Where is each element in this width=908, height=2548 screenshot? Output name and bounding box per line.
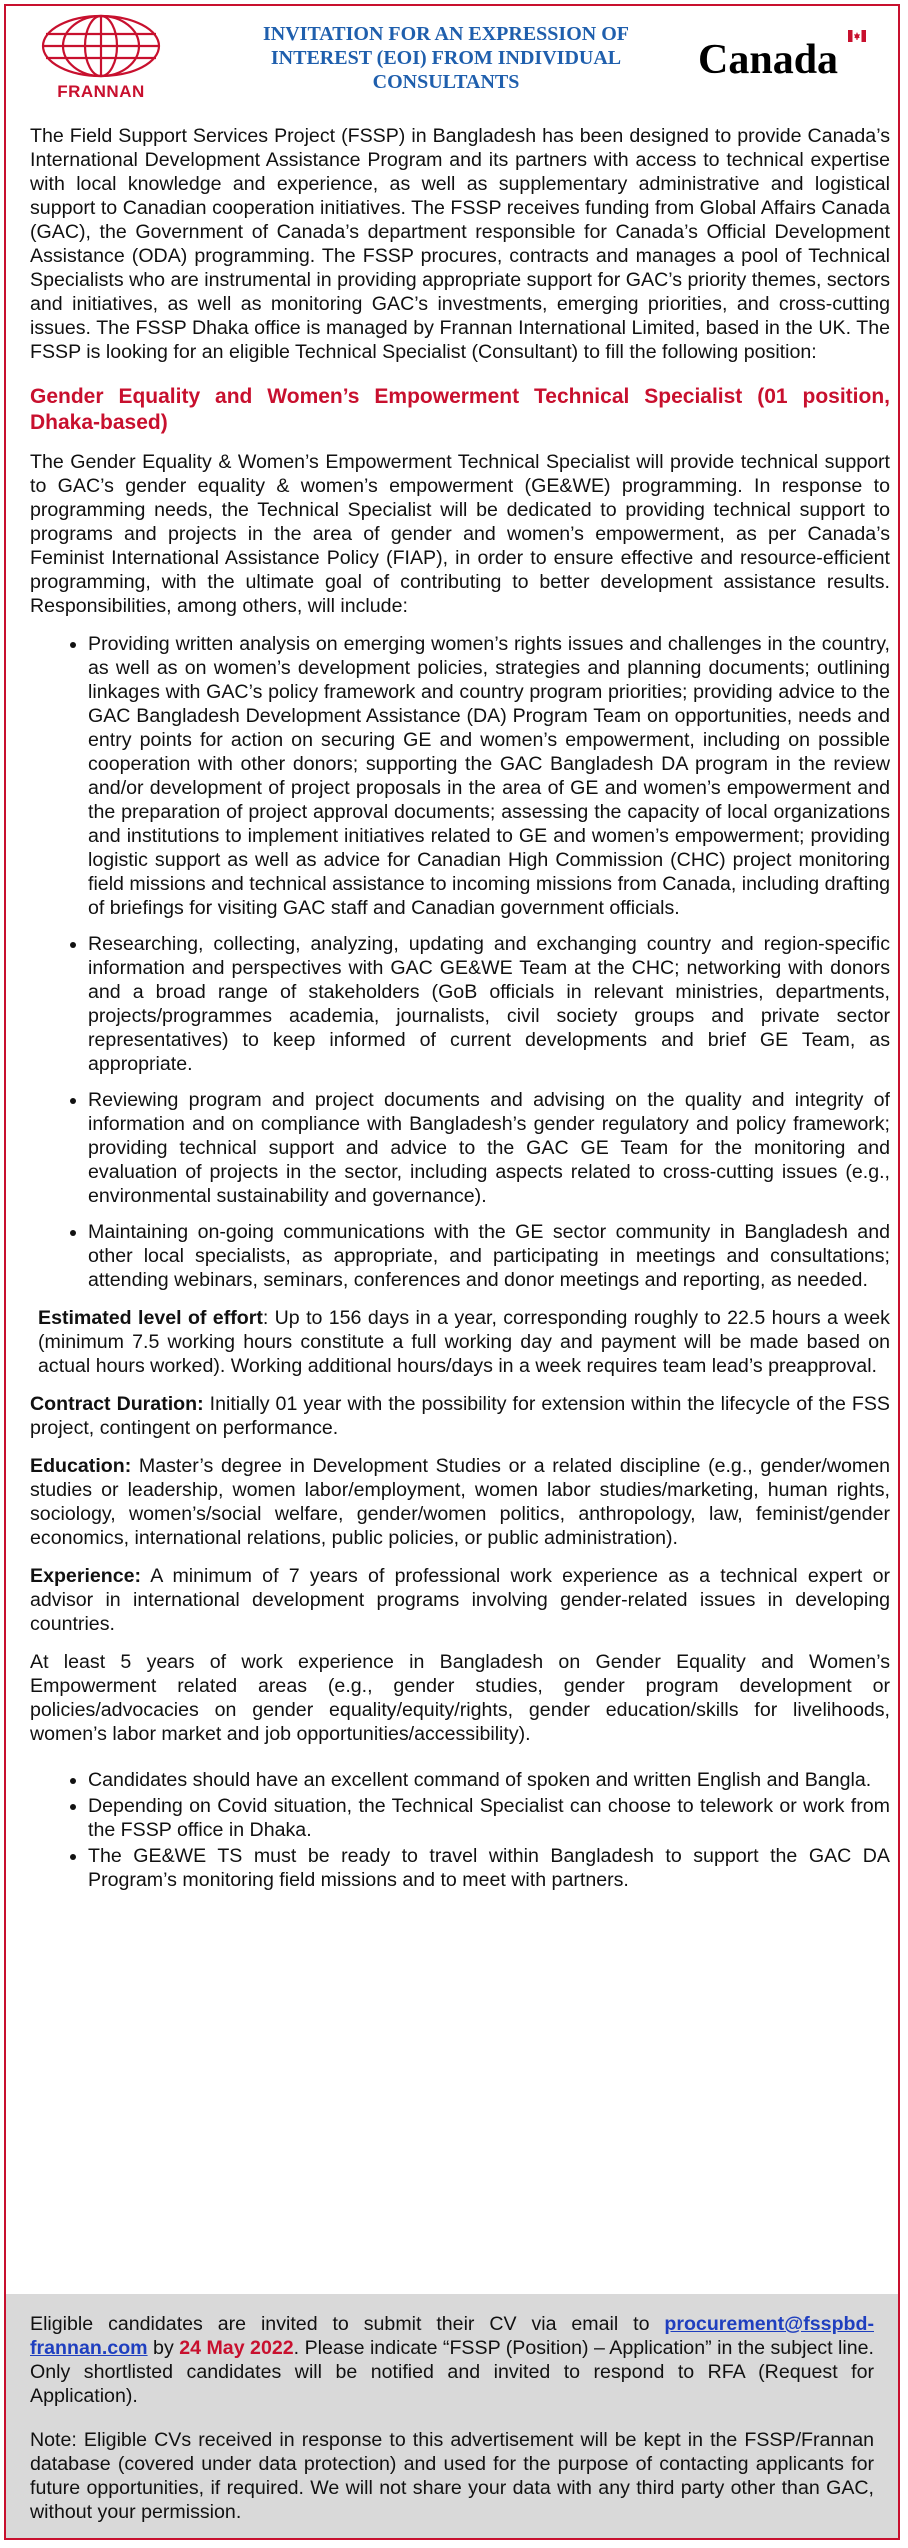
experience-text: A minimum of 7 years of professional work experience as a technical expert or advisor in international development programs involving gender-related issues in developing countries. bbox=[30, 1565, 890, 1635]
frannan-wordmark: FRANNAN bbox=[57, 82, 145, 101]
frannan-logo bbox=[26, 14, 176, 108]
list-item: • Depending on Covid situation, the Technical Specialist can choose to telework or work from the FSSP office in Dhaka. bbox=[88, 1794, 890, 1842]
canada-logo bbox=[698, 36, 878, 84]
experience-section bbox=[30, 1564, 890, 1636]
intro-paragraph: The Field Support Services Project (FSSP) in Bangladesh has been designed to provide Canada’s International Development Assistance Program and its partners with access to technical expertise with local knowledge and experience, as well as supplementary administrative and logistical support to Canadian cooperation initiatives. The FSSP receives funding from Global Affairs Canada (GAC), the Government of Canada’s department responsible for Canada’s Official Development Assistance (ODA) programming. The FSSP procures, contracts and manages a pool of Technical Specialists who are instrumental in providing appropriate support for GAC’s priority themes, sectors and initiatives, as well as monitoring GAC’s investments, emerging priorities, and cross-cutting issues. The FSSP Dhaka office is managed by Frannan International Limited, based in the UK. The FSSP is looking for an eligible Technical Specialist (Consultant) to fill the following position: bbox=[30, 125, 890, 363]
requirements-list bbox=[30, 1768, 890, 1892]
globe-icon bbox=[36, 14, 166, 78]
position-title: Gender Equality and Women’s Empowerment Technical Specialist (01 position, Dhaka-based) bbox=[30, 385, 890, 434]
list-item: • Reviewing program and project documents and advising on the quality and integrity of information and on compliance with Bangladesh’s gender regulatory and policy framework; providing technical support and advice to the GAC GE Team for the monitoring and evaluation of projects in the sector, including aspects related to cross-cutting issues (e.g., environmental sustainability and governance). bbox=[88, 1088, 890, 1208]
duration-label: Contract Duration: bbox=[30, 1393, 204, 1415]
list-item: • Candidates should have an excellent command of spoken and written English and Bangla. bbox=[88, 1768, 890, 1792]
canada-flag-icon bbox=[848, 30, 866, 42]
canada-wordmark: Canada bbox=[698, 37, 839, 83]
duration-text: Initially 01 year with the possibility for extension within the lifecycle of the FSS project, contingent on performance. bbox=[30, 1393, 890, 1439]
effort-section bbox=[30, 1306, 890, 1378]
page-title: INVITATION FOR AN EXPRESSION OF INTEREST (EOI) FROM INDIVIDUAL CONSULTANTS bbox=[263, 23, 629, 93]
email-link[interactable]: procurement@fsspbd-frannan.com bbox=[30, 2313, 874, 2359]
data-protection-note: Note: Eligible CVs received in response to this advertisement will be kept in the FSSP/Frannan database (covered under data protection) and used for the purpose of contacting applicants for future opportunities, if required. We will not share your data with any third party other than GAC, without your permission. bbox=[30, 2429, 874, 2523]
apply-prefix: Eligible candidates are invited to submit their CV via email to bbox=[30, 2313, 665, 2335]
deadline-date: 24 May 2022 bbox=[179, 2337, 294, 2359]
education-label: Education: bbox=[30, 1455, 132, 1477]
experience-label: Experience: bbox=[30, 1565, 142, 1587]
role-description: The Gender Equality & Women’s Empowerment Technical Specialist will provide technical support to GAC’s gender equality & women’s empowerment (GE&WE) programming. In response to programming needs, the Technical Specialist will be dedicated to providing technical support to programs and projects in the area of gender and women’s empowerment, as per Canada’s Feminist International Assistance Policy (FIAP), in order to ensure effective and resource-efficient programming, with the ultimate goal of contributing to better development assistance results. Responsibilities, among others, will include: bbox=[30, 451, 890, 617]
effort-text: : Up to 156 days in a year, corresponding roughly to 22.5 hours a week (minimum 7.5 working hours constitute a full working day and payment will be made based on actual hours worked). Working additional hours/days in a week requires team lead’s preapproval. bbox=[38, 1307, 890, 1377]
bangladesh-experience: At least 5 years of work experience in Bangladesh on Gender Equality and Women’s Empowerment related areas (e.g., gender studies, gender program development or policies/advocacies on gender equality/equity/rights, gender education/skills for livelihoods, women’s labor market and job opportunities/accessibility). bbox=[30, 1651, 890, 1745]
list-item: • Providing written analysis on emerging women’s rights issues and challenges in the country, as well as on women’s development policies, strategies and planning documents; outlining linkages with GAC’s policy framework and country program priorities; providing advice to the GAC Bangladesh Development Assistance (DA) Program Team on opportunities, needs and entry points for action on securing GE and women’s empowerment, including on possible cooperation with other donors; supporting the GAC Bangladesh DA program in the review and/or development of project proposals in the area of GE and women’s empowerment and the preparation of project approval documents; assessing the capacity of local organizations and institutions to implement initiatives related to GE and women’s empowerment; providing logistic support as well as advice for Canadian High Commission (CHC) project monitoring field missions and technical assistance to incoming missions from Canada, including drafting of briefings for visiting GAC staff and Canadian government officials. bbox=[88, 632, 890, 920]
application-footer bbox=[6, 2294, 898, 2538]
apply-suffix: . Please indicate “FSSP (Position) – Application” in the subject line. Only shortlisted candidates will be notified and invited to respond to RFA (Request for Application). bbox=[30, 2337, 874, 2407]
application-instructions bbox=[30, 2312, 874, 2408]
document-frame bbox=[4, 4, 900, 2540]
duration-section bbox=[30, 1392, 890, 1440]
responsibilities-list bbox=[30, 632, 890, 1292]
header bbox=[6, 6, 898, 110]
apply-by: by bbox=[147, 2337, 180, 2359]
education-section bbox=[30, 1454, 890, 1550]
main-content bbox=[30, 124, 890, 1906]
list-item: • Researching, collecting, analyzing, updating and exchanging country and region-specific information and perspectives with GAC GE&WE Team at the CHC; networking with donors and a broad range of stakeholders (GoB officials in relevant ministries, departments, projects/programmes academia, journalists, civil society groups and private sector representatives) to keep informed of current developments and brief GE Team, as appropriate. bbox=[88, 932, 890, 1076]
effort-label: Estimated level of effort bbox=[38, 1307, 263, 1329]
list-item: • Maintaining on-going communications with the GE sector community in Bangladesh and other local specialists, as appropriate, and participating in meetings and consultations; attending webinars, seminars, conferences and donor meetings and reporting, as needed. bbox=[88, 1220, 890, 1292]
education-text: Master’s degree in Development Studies or a related discipline (e.g., gender/women studies or leadership, women labor/employment, women labor studies/marketing, human rights, sociology, women’s/social welfare, gender/women politics, anthropology, law, feminist/gender economics, international relations, public policies, or public administration). bbox=[30, 1455, 890, 1549]
list-item: • The GE&WE TS must be ready to travel within Bangladesh to support the GAC DA Program’s monitoring field missions and to meet with partners. bbox=[88, 1844, 890, 1892]
